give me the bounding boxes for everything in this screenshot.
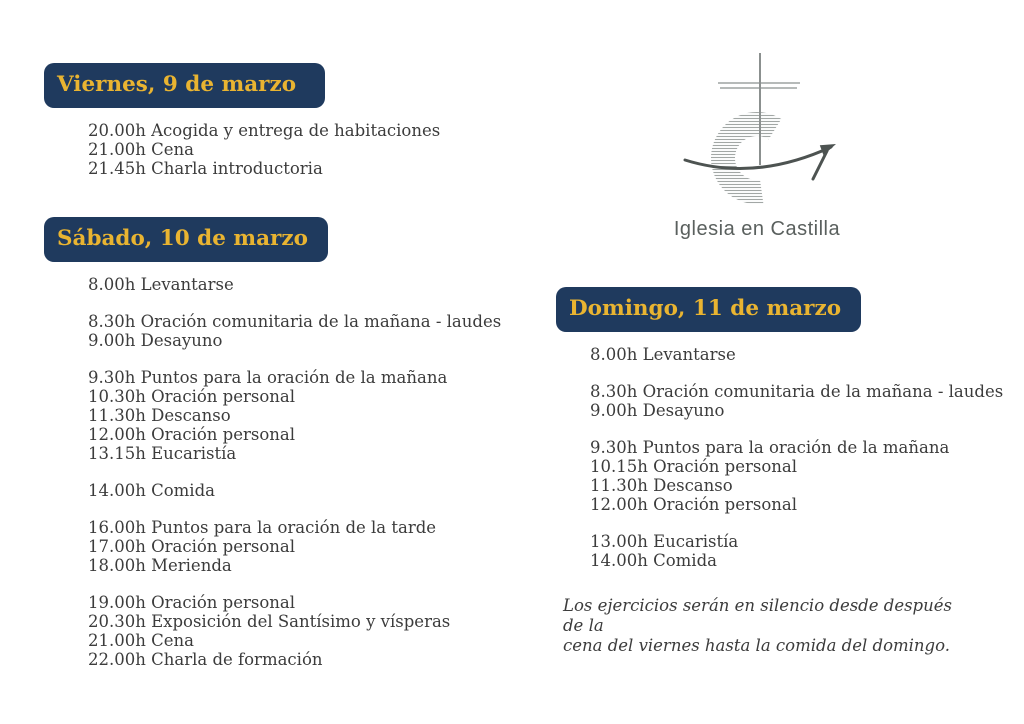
schedule-item: 8.00h Levantarse — [88, 274, 234, 294]
day-section-domingo — [556, 287, 1003, 570]
schedule-item: 11.30h Descanso — [88, 405, 231, 425]
schedule-item: 20.00h Acogida y entrega de habitaciones — [88, 120, 441, 140]
schedule-item: 8.30h Oración comunitaria de la mañana - laudes — [88, 311, 502, 331]
schedule-item: 11.30h Descanso — [590, 475, 733, 495]
schedule-item: 10.15h Oración personal — [590, 456, 798, 476]
schedule-item: 9.00h Desayuno — [88, 330, 223, 350]
day-title: Domingo, 11 de marzo — [569, 296, 842, 321]
hatched-c-shape — [723, 124, 775, 192]
schedule-item: 13.15h Eucaristía — [88, 443, 237, 463]
hull-swoosh — [685, 147, 831, 168]
schedule-group — [590, 345, 1003, 364]
schedule-item: 8.00h Levantarse — [590, 344, 736, 364]
schedule-item: 9.30h Puntos para la oración de la mañana — [590, 437, 950, 457]
schedule-group — [590, 532, 1003, 570]
schedule-item: 18.00h Merienda — [88, 555, 232, 575]
schedule-group — [590, 382, 1003, 420]
schedule-item: 12.00h Oración personal — [590, 494, 798, 514]
schedule-item: 22.00h Charla de formación — [88, 649, 323, 669]
day-title: Sábado, 10 de marzo — [57, 226, 308, 251]
schedule-item: 8.30h Oración comunitaria de la mañana - laudes — [590, 381, 1004, 401]
schedule-item: 14.00h Comida — [88, 480, 215, 500]
note-line: Los ejercicios serán en silencio desde después de la — [563, 596, 952, 635]
schedule-item: 9.00h Desayuno — [590, 400, 725, 420]
schedule-item: 16.00h Puntos para la oración de la tarde — [88, 517, 437, 537]
silence-note — [563, 596, 973, 656]
day-header-sabado — [44, 217, 328, 262]
note-line: cena del viernes hasta la comida del domingo. — [563, 636, 951, 655]
schedule-group — [88, 275, 501, 294]
schedule-group — [88, 121, 440, 178]
schedule-list-viernes — [88, 121, 440, 178]
schedule-item: 14.00h Comida — [590, 550, 717, 570]
schedule-item: 19.00h Oración personal — [88, 592, 296, 612]
schedule-item: 9.30h Puntos para la oración de la mañana — [88, 367, 448, 387]
schedule-group — [590, 438, 1003, 514]
day-section-viernes — [44, 63, 440, 178]
schedule-group — [88, 518, 501, 575]
day-title: Viernes, 9 de marzo — [57, 72, 297, 97]
logo-caption: Iglesia en Castilla — [673, 218, 841, 240]
schedule-item: 13.00h Eucaristía — [590, 531, 739, 551]
day-section-sabado — [44, 217, 501, 669]
boat-cross-icon — [652, 42, 862, 222]
arrowhead — [820, 144, 836, 155]
schedule-list-sabado — [88, 275, 501, 669]
schedule-item: 10.30h Oración personal — [88, 386, 296, 406]
schedule-group — [88, 481, 501, 500]
schedule-item: 21.45h Charla introductoria — [88, 158, 323, 178]
schedule-item: 12.00h Oración personal — [88, 424, 296, 444]
schedule-item: 21.00h Cena — [88, 139, 194, 159]
schedule-item: 21.00h Cena — [88, 630, 194, 650]
schedule-group — [88, 368, 501, 463]
day-header-domingo — [556, 287, 861, 332]
schedule-group — [88, 593, 501, 669]
schedule-item: 20.30h Exposición del Santísimo y vísperas — [88, 611, 451, 631]
schedule-list-domingo — [590, 345, 1003, 570]
day-header-viernes — [44, 63, 325, 108]
schedule-item: 17.00h Oración personal — [88, 536, 296, 556]
schedule-group — [88, 312, 501, 350]
